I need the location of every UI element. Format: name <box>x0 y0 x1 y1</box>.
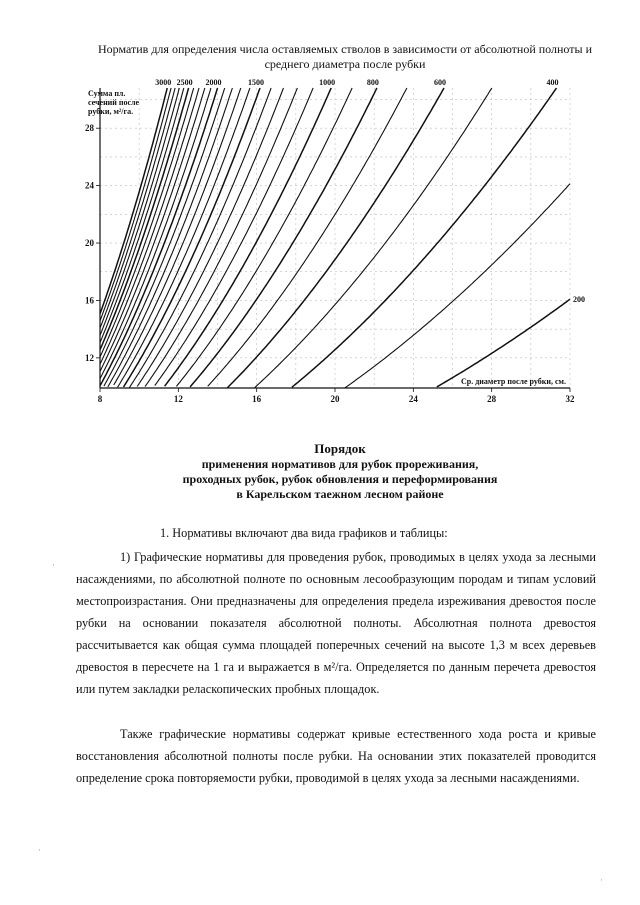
y-tick-label: 28 <box>85 123 94 134</box>
curve-1200 <box>145 88 297 387</box>
basal-area-chart <box>0 0 640 420</box>
curve-800 <box>190 88 377 387</box>
margin-mark: · <box>52 560 55 570</box>
heading-line-3: в Карельском таежном лесном районе <box>236 487 444 501</box>
curve-700 <box>208 88 407 386</box>
curve-label-400: 400 <box>546 78 559 87</box>
curve-label-2500: 2500 <box>176 78 193 87</box>
heading-line-2: проходных рубок, рубок обновления и переформирования <box>182 472 498 486</box>
x-tick-label: 32 <box>565 394 575 404</box>
y-axis-label: Сумма пл. <box>88 89 126 98</box>
curve-label-1500: 1500 <box>247 78 264 87</box>
section-heading <box>140 441 540 502</box>
margin-mark: · <box>38 845 41 855</box>
heading-title: Порядок <box>314 441 366 456</box>
curve-label-800: 800 <box>366 78 379 87</box>
curve-600 <box>227 88 444 388</box>
y-tick-label: 12 <box>85 352 94 363</box>
y-tick-label: 24 <box>85 180 94 191</box>
margin-mark: · <box>600 875 603 885</box>
heading-line-1: применения нормативов для рубок прореживания, <box>201 457 479 471</box>
curve-1500 <box>124 88 261 387</box>
y-axis-label: рубки, м²/га. <box>88 107 134 116</box>
curve-400 <box>292 88 557 387</box>
curve-label-1000: 1000 <box>319 78 336 87</box>
curve-1000 <box>165 88 332 386</box>
curve-label-3000: 3000 <box>155 78 172 87</box>
x-tick-label: 24 <box>408 394 418 404</box>
x-tick-label: 12 <box>173 394 183 404</box>
curve-2600 <box>100 88 184 343</box>
curve-label-600: 600 <box>433 78 446 87</box>
y-axis-label: сечений после <box>88 98 140 107</box>
y-tick-label: 20 <box>85 238 94 249</box>
curve-500 <box>255 88 492 388</box>
curve-200 <box>437 299 570 387</box>
x-tick-label: 8 <box>97 394 103 404</box>
paragraph-1: 1) Графические нормативы для проведения рубок, проводимых в целях ухода за лесными насаждениями, по абсолютной полноте по основным лесообразующим породам и типам условий местопроизрастания. Они предназначены для определения предела изреживания древостоя после рубки на основании показателя абсолютной полноты. Абсолютная полнота древостоя рассчитывается как общая сумма площадей поперечных сечений на высоте 1,3 м всех деревьев древостоя в пересчете на 1 га и выражается в м²/га. Определяется по данным перечета древостоя или путем закладки реласкопических пробных площадок. <box>76 550 596 696</box>
x-tick-label: 20 <box>330 394 340 404</box>
curve-3000 <box>100 88 167 314</box>
chart-title: Норматив для определения числа оставляемых стволов в зависимости от абсолютной полноты и среднего диаметра после рубки <box>97 42 592 71</box>
paragraph-intro: 1. Нормативы включают два вида графиков и таблицы: <box>160 526 448 540</box>
y-tick-label: 16 <box>85 295 94 306</box>
paragraph-2: Также графические нормативы содержат кривые естественного хода роста и кривые восстановления абсолютной полноты после рубки. На основании этих показателей проводится определение срока повторяемости рубки, проводимой в целях ухода за лесными насаждениями. <box>76 727 596 785</box>
x-tick-label: 28 <box>487 394 497 404</box>
curve-label-200: 200 <box>573 295 585 305</box>
curve-label-2000: 2000 <box>205 78 222 87</box>
x-axis-label: Ср. диаметр после рубки, см. <box>460 377 566 386</box>
x-tick-label: 16 <box>252 394 262 404</box>
